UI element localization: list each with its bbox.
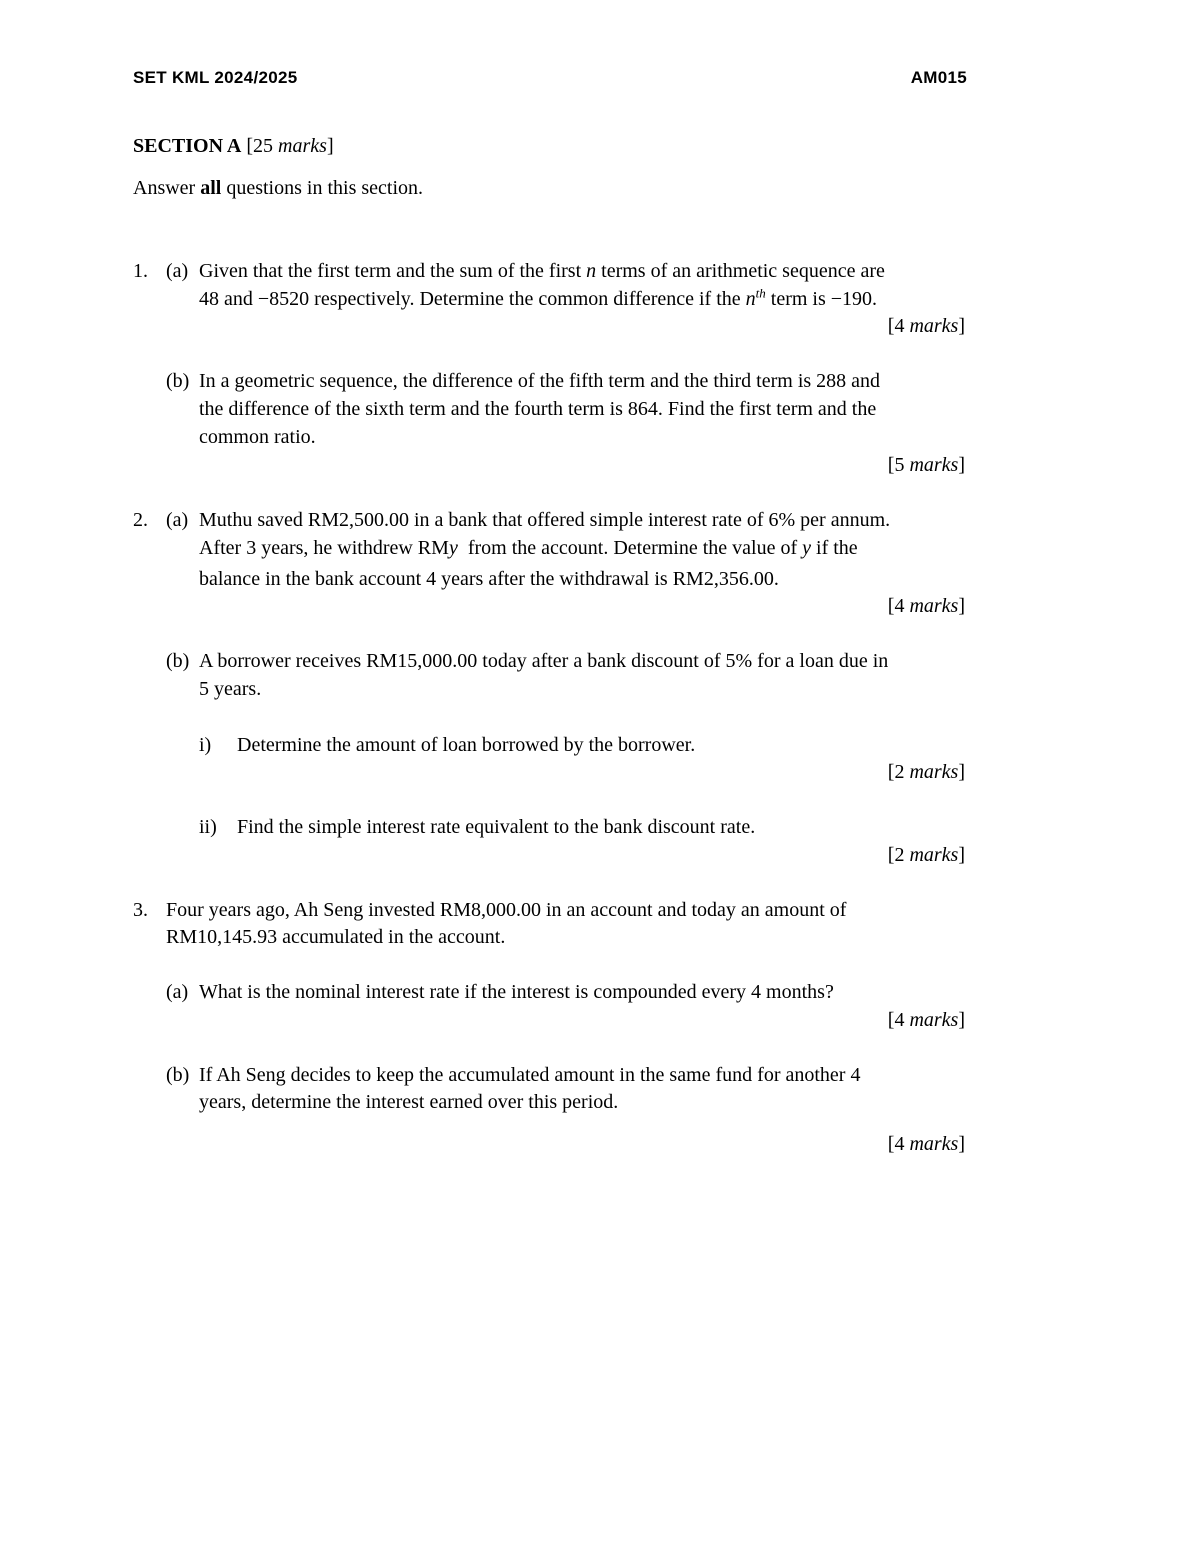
marks-open: [	[887, 761, 895, 783]
q2a-line1: Muthu saved RM2,500.00 in a bank that offered simple interest rate of 6% per annum.	[199, 509, 891, 531]
marks-word: marks	[909, 1009, 959, 1031]
q2a-line2-post: if the	[811, 537, 858, 559]
q1a-marks	[888, 312, 965, 340]
q1a-line1-post: terms of an arithmetic sequence are	[596, 260, 885, 282]
q2a-var-y: y	[448, 537, 458, 559]
q3a-label: (a)	[166, 981, 189, 1003]
q2-number: 2.	[133, 509, 148, 531]
q3-line2: RM10,145.93 accumulated in the account.	[166, 926, 506, 948]
q2a-line2-mid: from the account. Determine the value of	[457, 537, 803, 559]
section-instruction	[133, 174, 423, 202]
marks-close: ]	[958, 1009, 965, 1031]
header-left: SET KML 2024/2025	[133, 68, 298, 87]
q1a-line2	[199, 285, 877, 313]
q2b-label: (b)	[166, 650, 190, 672]
section-marks-close: ]	[326, 135, 334, 157]
marks-word: marks	[909, 315, 959, 337]
q3b-line1: If Ah Seng decides to keep the accumulated amount in the same fund for another 4	[199, 1064, 861, 1086]
instruction-pre: Answer	[133, 177, 201, 199]
q2b-line1: A borrower receives RM15,000.00 today after a bank discount of 5% for a loan due in	[199, 650, 889, 672]
q2b-i-label: i)	[199, 734, 212, 756]
q3a-marks-value: 4	[894, 1009, 905, 1031]
q2a-marks	[888, 592, 965, 620]
marks-open: [	[887, 315, 895, 337]
q1a-marks-value: 4	[894, 315, 905, 337]
marks-word: marks	[909, 454, 959, 476]
marks-open: [	[887, 1133, 895, 1155]
section-title	[133, 132, 334, 160]
q3b-marks-value: 4	[894, 1133, 905, 1155]
q1a-line1	[199, 257, 885, 285]
q1a-line2-post: term is −190.	[765, 288, 878, 310]
q2a-var-y2: y	[802, 537, 812, 559]
marks-word: marks	[909, 844, 959, 866]
q1a-line1-pre: Given that the first term and the sum of the first	[199, 260, 587, 282]
q3b-marks	[888, 1130, 965, 1158]
q2b-line2: 5 years.	[199, 678, 262, 700]
marks-open: [	[887, 595, 895, 617]
q2a-line2-pre: After 3 years, he withdrew RM	[199, 537, 449, 559]
section-marks-open: [25	[246, 135, 279, 157]
q1b-line1: In a geometric sequence, the difference of the fifth term and the third term is 288 and	[199, 370, 881, 392]
marks-open: [	[887, 1009, 895, 1031]
header-right: AM015	[910, 68, 967, 87]
marks-word: marks	[909, 761, 959, 783]
q1a-label: (a)	[166, 260, 189, 282]
marks-open: [	[887, 844, 895, 866]
q1-number: 1.	[133, 260, 148, 282]
marks-close: ]	[958, 454, 965, 476]
q2b-i-text: Determine the amount of loan borrowed by the borrower.	[237, 734, 696, 756]
q3a-marks	[888, 1006, 965, 1034]
section-title-text: SECTION A	[133, 135, 242, 157]
q3-number: 3.	[133, 899, 148, 921]
q1a-var-n: n	[586, 260, 597, 282]
q3b-line2: years, determine the interest earned over this period.	[199, 1091, 619, 1113]
instruction-bold: all	[200, 177, 222, 199]
q3a-text: What is the nominal interest rate if the interest is compounded every 4 months?	[199, 981, 834, 1003]
instruction-post: questions in this section.	[221, 177, 424, 199]
marks-word: marks	[909, 595, 959, 617]
q2a-marks-value: 4	[894, 595, 905, 617]
q1a-var-n2: n	[745, 288, 756, 310]
q3-line1: Four years ago, Ah Seng invested RM8,000.00 in an account and today an amount of	[166, 899, 847, 921]
section-marks-word: marks	[278, 135, 327, 157]
q1b-marks-value: 5	[894, 454, 905, 476]
q2b-ii-marks-value: 2	[894, 844, 905, 866]
q2b-ii-label: ii)	[199, 816, 217, 838]
q1b-line2: the difference of the sixth term and the fourth term is 864. Find the first term and the	[199, 398, 877, 420]
marks-close: ]	[958, 761, 965, 783]
q2a-line3: balance in the bank account 4 years after the withdrawal is RM2,356.00.	[199, 568, 779, 590]
marks-close: ]	[958, 1133, 965, 1155]
q1a-sup-th: th	[755, 285, 766, 301]
q1a-line2-pre: 48 and −8520 respectively. Determine the common difference if the	[199, 288, 746, 310]
q1b-label: (b)	[166, 370, 190, 392]
q2b-ii-text: Find the simple interest rate equivalent to the bank discount rate.	[237, 816, 756, 838]
q2b-ii-marks	[888, 841, 965, 869]
q2a-label: (a)	[166, 509, 189, 531]
q1b-line3: common ratio.	[199, 426, 316, 448]
q2a-line2	[199, 534, 858, 562]
marks-word: marks	[909, 1133, 959, 1155]
q2b-i-marks-value: 2	[894, 761, 905, 783]
marks-close: ]	[958, 595, 965, 617]
q2b-i-marks	[888, 758, 965, 786]
q1b-marks	[888, 451, 965, 479]
q3b-label: (b)	[166, 1064, 190, 1086]
marks-close: ]	[958, 844, 965, 866]
marks-close: ]	[958, 315, 965, 337]
marks-open: [	[887, 454, 895, 476]
